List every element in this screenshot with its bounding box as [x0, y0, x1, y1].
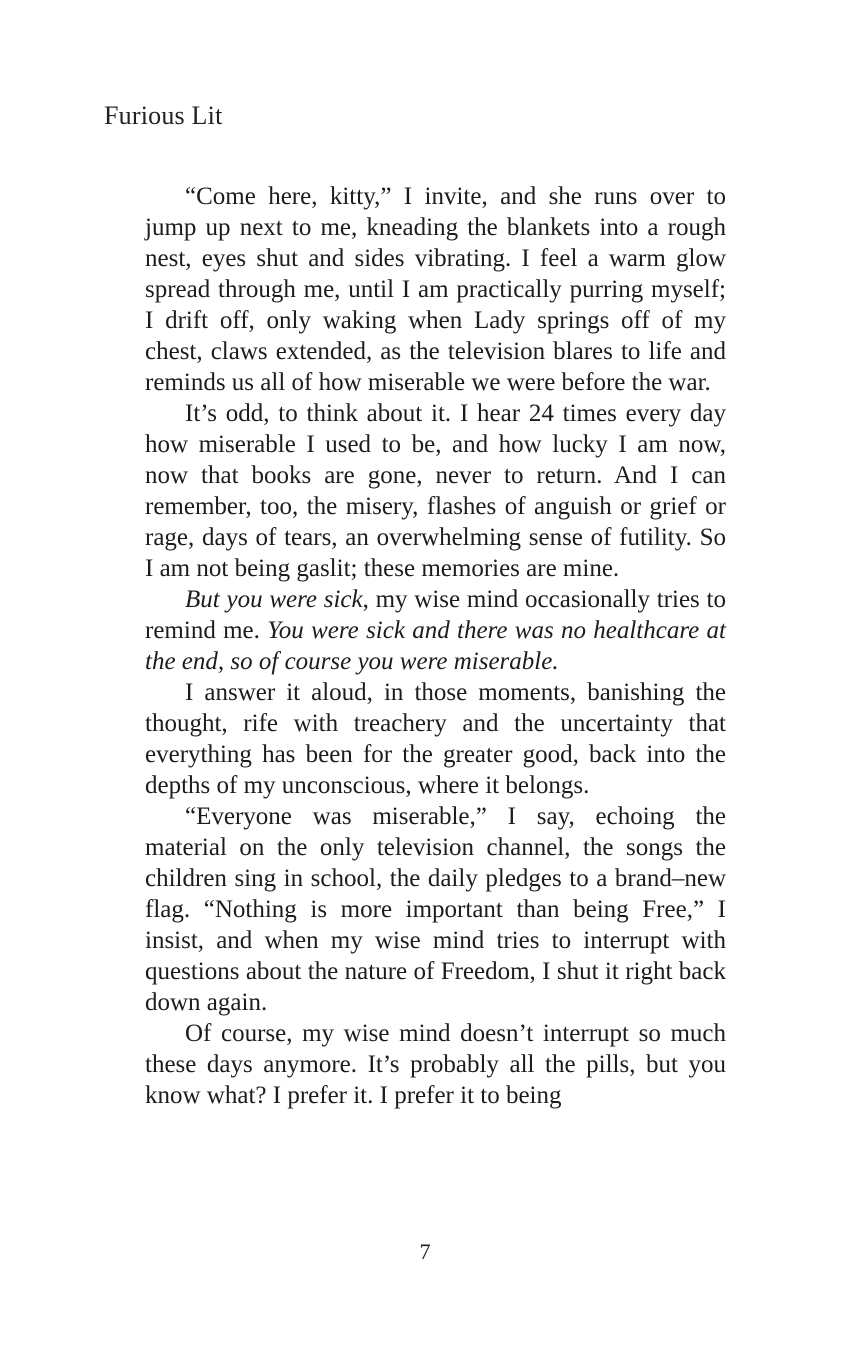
plain-phrase: , my wise mind occasionally tries to remind me.	[145, 586, 726, 644]
paragraph-2: It’s odd, to think about it. I hear 24 times every day how miserable I used to be, and how lucky I am now, now that books are gone, never to return. And I can remember, too, the misery, flashes of anguish or grief or rage, days of tears, an overwhelming sense of futility. So I am not being gaslit; these memories are mine.	[145, 400, 726, 582]
body-text	[145, 181, 726, 1111]
running-head-title: Furious Lit	[104, 101, 223, 130]
paragraph-6: Of course, my wise mind doesn’t interrupt so much these days anymore. It’s probably all the pills, but you know what? I prefer it. I prefer it to being	[145, 1020, 726, 1109]
italic-phrase: But you were sick	[185, 586, 363, 613]
paragraph-3	[145, 584, 726, 677]
page-number: 7	[419, 1239, 431, 1264]
italic-sentence: You were sick and there was no healthcare at the end, so of course you were miserable.	[145, 617, 726, 675]
paragraph-1: “Come here, kitty,” I invite, and she runs over to jump up next to me, kneading the blankets into a rough nest, eyes shut and sides vibrating. I feel a warm glow spread through me, until I am practically purring myself; I drift off, only waking when Lady springs off of my chest, claws extended, as the television blares to life and reminds us all of how miserable we were before the war.	[145, 183, 726, 396]
paragraph-4: I answer it aloud, in those moments, banishing the thought, rife with treachery and the uncertainty that everything has been for the greater good, back into the depths of my unconscious, where it belongs.	[145, 679, 726, 799]
paragraph-5: “Everyone was miserable,” I say, echoing the material on the only television channel, the songs the children sing in school, the daily pledges to a brand–new flag. “Nothing is more important than being Free,” I insist, and when my wise mind tries to interrupt with questions about the nature of Freedom, I shut it right back down again.	[145, 803, 726, 1016]
